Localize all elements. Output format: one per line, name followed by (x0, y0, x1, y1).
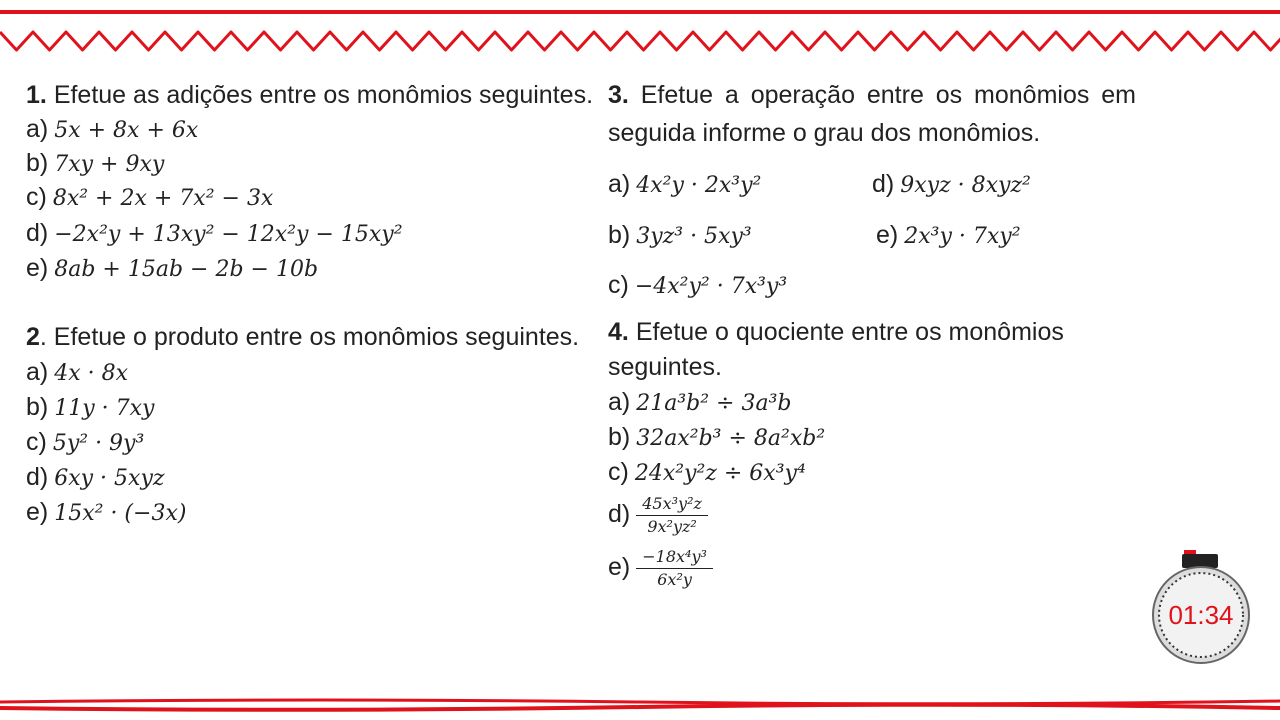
fraction (636, 494, 708, 537)
item-expression: 5x + 8x + 6x (54, 118, 199, 143)
question-number: 3. (608, 81, 629, 109)
item-expression: 8x² + 2x + 7x² − 3x (52, 186, 274, 211)
list-item (608, 547, 713, 590)
title-word: entre (866, 81, 924, 109)
list-item (608, 494, 708, 537)
item-label: d) (26, 219, 49, 247)
question-2-title (26, 320, 579, 354)
item-label: d) (26, 463, 49, 491)
fraction-numerator: 45x³y²z (636, 494, 708, 516)
item-label: e) (26, 498, 49, 526)
list-item (26, 251, 318, 287)
list-item (26, 495, 186, 531)
item-expression: 4x²y · 2x³y² (636, 173, 762, 198)
question-3-title-line-2 (608, 116, 1040, 150)
item-label: b) (608, 423, 631, 451)
item-expression: 9xyz · 8xyz² (900, 173, 1031, 198)
item-label: b) (26, 393, 49, 421)
item-expression: 21a³b² ÷ 3a³b (636, 391, 792, 416)
list-item (26, 146, 164, 182)
fraction-denominator: 9x²yz² (647, 517, 697, 536)
list-item (608, 167, 761, 203)
item-label: a) (26, 358, 49, 386)
question-text: seguintes. (608, 353, 722, 381)
question-1-title (26, 78, 593, 112)
list-item (608, 455, 806, 491)
item-label: c) (608, 458, 629, 486)
item-expression: 2x³y · 7xy² (904, 224, 1021, 249)
timer-value: 01:34 (1168, 600, 1234, 630)
item-label: e) (26, 254, 49, 282)
item-expression: −4x²y² · 7x³y³ (634, 274, 788, 299)
title-word: Efetue (640, 81, 714, 109)
item-expression: −2x²y + 13xy² − 12x²y − 15xy² (54, 222, 403, 247)
item-label: c) (26, 428, 47, 456)
item-label: a) (608, 170, 631, 198)
list-item (608, 218, 752, 254)
item-label: b) (26, 149, 49, 177)
list-item (876, 218, 1021, 254)
question-text: seguida informe o grau dos monômios. (608, 119, 1041, 147)
item-label: a) (608, 388, 631, 416)
list-item (26, 180, 273, 216)
fraction-denominator: 6x²y (657, 570, 692, 589)
list-item (26, 460, 164, 496)
title-word: monômios (974, 81, 1090, 109)
list-item (26, 216, 403, 252)
item-label: e) (608, 553, 631, 582)
list-item (872, 167, 1031, 203)
question-number: 1. (26, 81, 47, 109)
item-expression: 7xy + 9xy (54, 152, 165, 177)
item-label: e) (876, 221, 899, 249)
question-number: 2 (26, 323, 40, 351)
question-text: . Efetue o produto entre os monômios seguintes. (39, 323, 580, 351)
item-expression: 6xy · 5xyz (54, 466, 165, 491)
item-expression: 5y² · 9y³ (52, 431, 145, 456)
title-word: a (724, 81, 739, 109)
fraction-numerator: −18x⁴y³ (636, 547, 713, 569)
item-label: c) (608, 271, 629, 299)
decorative-bottom-border (0, 696, 1280, 720)
title-word: operação (750, 81, 855, 109)
question-4-title-line-2 (608, 350, 722, 384)
list-item (26, 390, 154, 426)
list-item (608, 268, 787, 304)
list-item (26, 355, 128, 391)
item-label: b) (608, 221, 631, 249)
question-text: Efetue as adições entre os monômios seguintes. (53, 81, 594, 109)
item-label: d) (608, 500, 631, 529)
title-word: os (935, 81, 963, 109)
title-word: em (1101, 81, 1136, 109)
list-item (26, 425, 144, 461)
list-item (608, 420, 825, 456)
item-expression: 15x² · (−3x) (54, 501, 187, 526)
question-3-title (608, 78, 1136, 112)
item-label: c) (26, 183, 47, 211)
list-item (608, 385, 792, 421)
item-label: d) (872, 170, 895, 198)
list-item (26, 112, 198, 148)
question-4-title (608, 315, 1064, 349)
decorative-top-border (0, 0, 1280, 62)
item-label: a) (26, 115, 49, 143)
item-expression: 4x · 8x (54, 361, 129, 386)
item-expression: 11y · 7xy (54, 396, 155, 421)
question-text: Efetue o quociente entre os monômios (635, 318, 1064, 346)
item-expression: 3yz³ · 5xy³ (636, 224, 752, 249)
fraction (636, 547, 713, 590)
question-number: 4. (608, 318, 629, 346)
stopwatch-timer (1150, 548, 1252, 666)
item-expression: 32ax²b³ ÷ 8a²xb² (636, 426, 826, 451)
item-expression: 8ab + 15ab − 2b − 10b (54, 257, 319, 282)
item-expression: 24x²y²z ÷ 6x³y⁴ (634, 461, 806, 486)
